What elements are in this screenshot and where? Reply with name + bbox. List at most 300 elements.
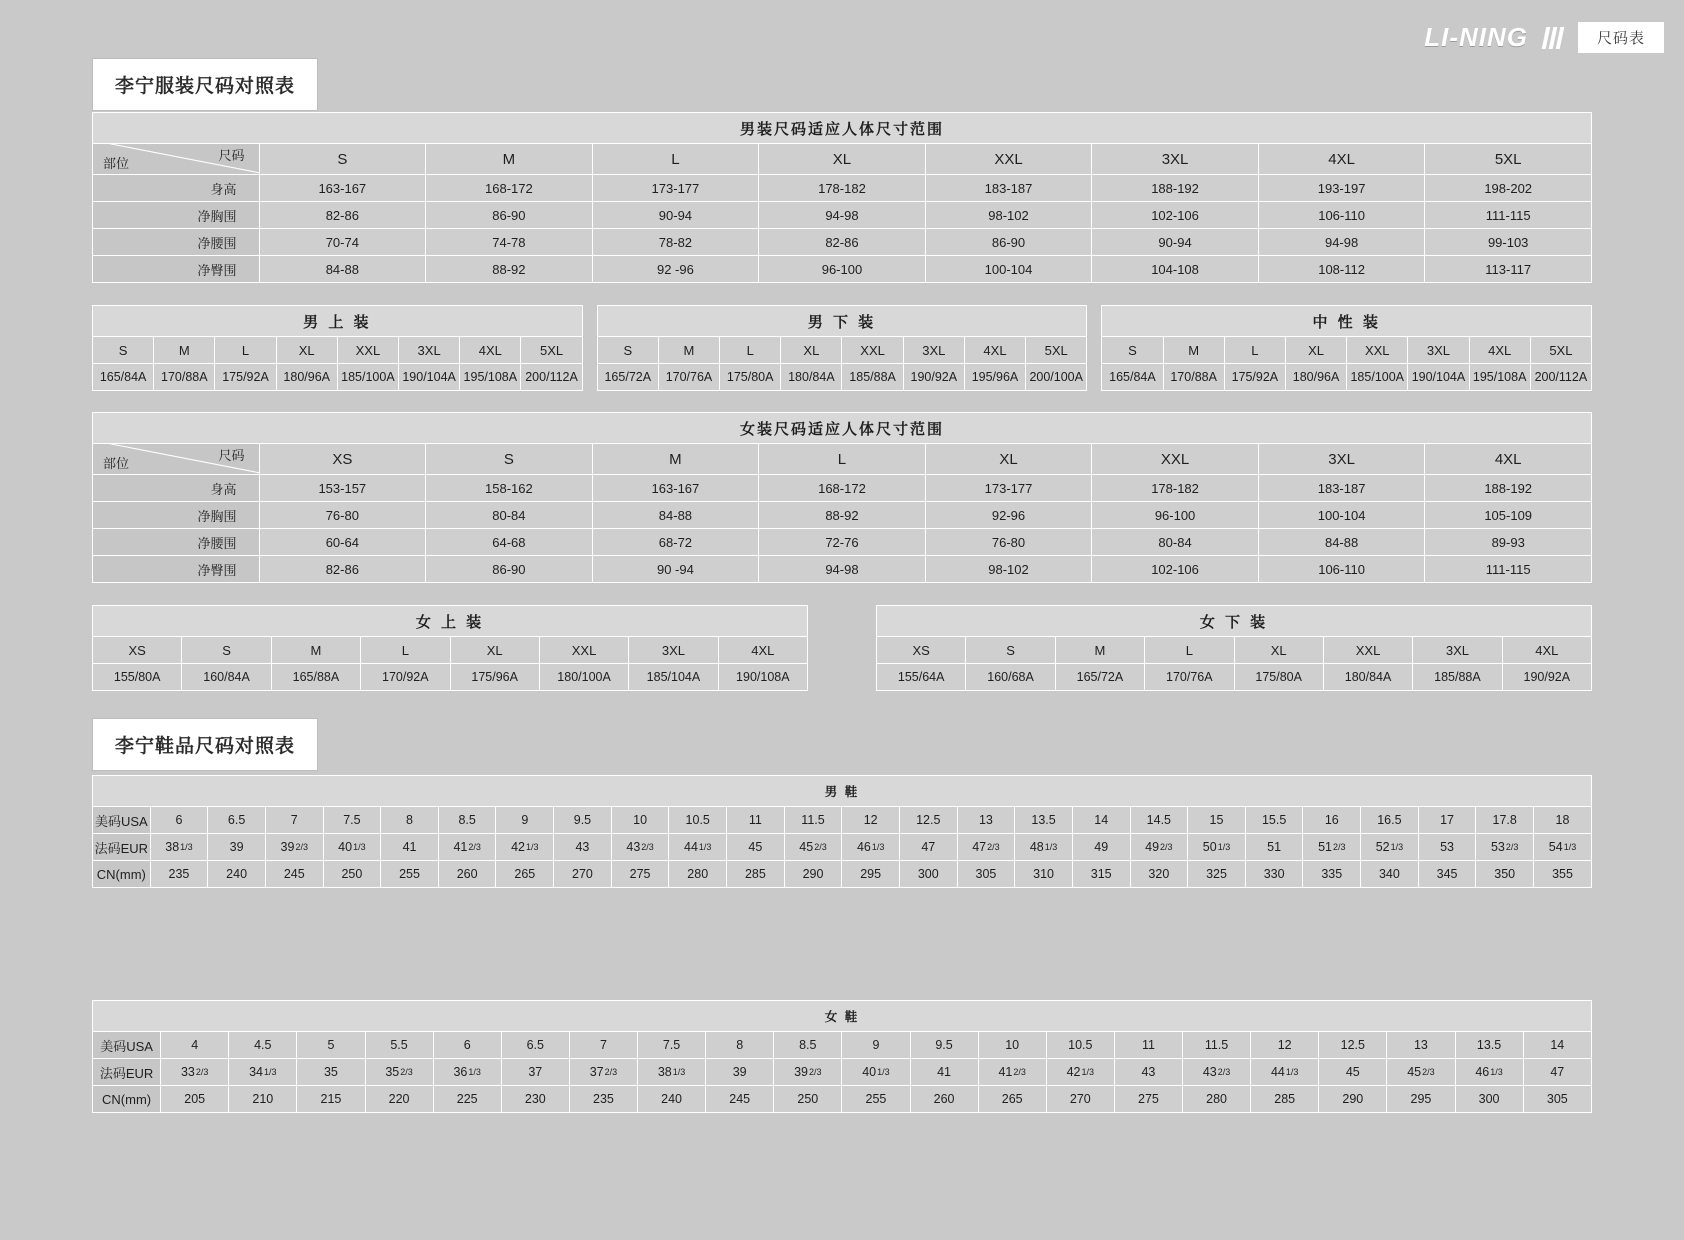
cell: 165/72A: [1055, 664, 1144, 691]
cell: 99-103: [1425, 229, 1592, 256]
col-header: 3XL: [903, 337, 964, 364]
women-shoe-block: [92, 1000, 1592, 1113]
cell: $52^{1/3}$: [1361, 834, 1419, 861]
cell: $39^{2/3}$: [265, 834, 323, 861]
cell: 92-96: [925, 502, 1092, 529]
corner-size-label: 尺码: [218, 148, 245, 163]
cell: 190/104A: [1408, 364, 1469, 391]
cell: 275: [1114, 1086, 1182, 1113]
cell: 41: [910, 1059, 978, 1086]
cell: 15.5: [1245, 807, 1303, 834]
cell: 76-80: [259, 502, 426, 529]
cell: 215: [297, 1086, 365, 1113]
cell: 88-92: [759, 502, 926, 529]
row-label: 净臀围: [93, 556, 260, 583]
col-header: S: [259, 144, 426, 175]
cell: 325: [1188, 861, 1246, 888]
cell: 12: [1251, 1032, 1319, 1059]
table-row: [93, 475, 1592, 502]
cell: 9.5: [910, 1032, 978, 1059]
col-header: S: [182, 637, 271, 664]
cell: 350: [1476, 861, 1534, 888]
cell: $46^{1/3}$: [842, 834, 900, 861]
cell: 16.5: [1361, 807, 1419, 834]
cell: 165/84A: [93, 364, 154, 391]
col-header: XXL: [1323, 637, 1412, 664]
row-label: 身高: [93, 475, 260, 502]
cell: 100-104: [925, 256, 1092, 283]
table-band-title: [877, 606, 1592, 637]
row-label: 法码EUR: [93, 834, 151, 861]
cell: 195/108A: [460, 364, 521, 391]
cell: 4: [161, 1032, 229, 1059]
cell: 9: [496, 807, 554, 834]
cell: 104-108: [1092, 256, 1259, 283]
cell: 175/92A: [215, 364, 276, 391]
cell: 190/108A: [718, 664, 807, 691]
cell: 102-106: [1092, 556, 1259, 583]
col-header: XL: [781, 337, 842, 364]
cell: 175/96A: [450, 664, 539, 691]
cell: 320: [1130, 861, 1188, 888]
cell: 250: [774, 1086, 842, 1113]
col-header: 4XL: [964, 337, 1025, 364]
apparel-section-header: [92, 58, 1592, 111]
cell: 270: [554, 861, 612, 888]
men-body-title: 男装尺码适应人体尺寸范围: [93, 113, 1592, 144]
cell: 10: [611, 807, 669, 834]
table-row: [93, 861, 1592, 888]
table-row: [93, 364, 583, 391]
cell: 111-115: [1425, 202, 1592, 229]
cell: 43: [554, 834, 612, 861]
table-row: [93, 1059, 1592, 1086]
women-bottom-table-wrap: [876, 605, 1592, 691]
women-body-title: 女装尺码适应人体尺寸范围: [93, 413, 1592, 444]
cell: 84-88: [259, 256, 426, 283]
table-row: [93, 807, 1592, 834]
table-band-title: [1102, 306, 1592, 337]
brand-header: [1424, 22, 1664, 53]
cell: 180/96A: [276, 364, 337, 391]
cell: 185/88A: [842, 364, 903, 391]
cell: 200/112A: [1530, 364, 1591, 391]
col-header: S: [966, 637, 1055, 664]
cell: 86-90: [426, 556, 593, 583]
col-header: XL: [450, 637, 539, 664]
cell: 51: [1245, 834, 1303, 861]
cell: $50^{1/3}$: [1188, 834, 1246, 861]
cell: 106-110: [1258, 556, 1425, 583]
cell: 13.5: [1015, 807, 1073, 834]
col-header: S: [426, 444, 593, 475]
cell: 285: [727, 861, 785, 888]
table-row: [93, 834, 1592, 861]
col-header: XXL: [842, 337, 903, 364]
cell: 8.5: [438, 807, 496, 834]
cell: 106-110: [1258, 202, 1425, 229]
cell: 13: [1387, 1032, 1455, 1059]
apparel-title: 李宁服装尺码对照表: [92, 58, 318, 111]
men-top-title: 男 上 装: [93, 306, 583, 337]
cell: 270: [1046, 1086, 1114, 1113]
corner-part-label: 部位: [103, 156, 130, 171]
cell: 47: [899, 834, 957, 861]
cell: 305: [957, 861, 1015, 888]
table-band-title: [93, 113, 1592, 144]
cell: $38^{1/3}$: [150, 834, 208, 861]
cell: 94-98: [1258, 229, 1425, 256]
cell: 80-84: [1092, 529, 1259, 556]
men-top-table-wrap: [92, 305, 583, 391]
table-band-title: [93, 776, 1592, 807]
table-band-title: [597, 306, 1087, 337]
cell: 9: [842, 1032, 910, 1059]
col-header: XXL: [337, 337, 398, 364]
table-header-row: [1102, 337, 1592, 364]
cell: 10.5: [669, 807, 727, 834]
cell: 10.5: [1046, 1032, 1114, 1059]
col-header: M: [658, 337, 719, 364]
table-header-row: [93, 637, 808, 664]
cell: 235: [569, 1086, 637, 1113]
cell: 305: [1523, 1086, 1591, 1113]
row-label: 美码USA: [93, 1032, 161, 1059]
cell: 155/80A: [93, 664, 182, 691]
cell: 180/96A: [1285, 364, 1346, 391]
cell: 68-72: [592, 529, 759, 556]
size-chart-tag: 尺码表: [1578, 22, 1664, 53]
cell: 335: [1303, 861, 1361, 888]
cell: $42^{1/3}$: [1046, 1059, 1114, 1086]
cell: $41^{2/3}$: [438, 834, 496, 861]
cell: 195/108A: [1469, 364, 1530, 391]
cell: 14: [1523, 1032, 1591, 1059]
table-header-row: [597, 337, 1087, 364]
cell: 94-98: [759, 556, 926, 583]
cell: 108-112: [1258, 256, 1425, 283]
cell: 90-94: [1092, 229, 1259, 256]
cell: $51^{2/3}$: [1303, 834, 1361, 861]
cell: 220: [365, 1086, 433, 1113]
cell: 188-192: [1425, 475, 1592, 502]
table-row: [93, 229, 1592, 256]
cell: $33^{2/3}$: [161, 1059, 229, 1086]
col-header: M: [1055, 637, 1144, 664]
cell: $40^{1/3}$: [842, 1059, 910, 1086]
cell: 5: [297, 1032, 365, 1059]
cell: 173-177: [592, 175, 759, 202]
cell: 7: [265, 807, 323, 834]
cell: 165/72A: [597, 364, 658, 391]
table-band-title: [93, 606, 808, 637]
col-header: 4XL: [460, 337, 521, 364]
cell: 310: [1015, 861, 1073, 888]
row-label: 净胸围: [93, 202, 260, 229]
table-header-row: [93, 444, 1592, 475]
men-bottom-table: [597, 305, 1088, 391]
women-bottom-title: 女 下 装: [877, 606, 1592, 637]
col-header: 5XL: [1425, 144, 1592, 175]
cell: 6.5: [208, 807, 266, 834]
table-row: [93, 502, 1592, 529]
women-bottom-table: [876, 605, 1592, 691]
li-ning-stripes-icon: [1544, 27, 1562, 49]
col-header: L: [361, 637, 450, 664]
cell: $44^{1/3}$: [669, 834, 727, 861]
cell: 14.5: [1130, 807, 1188, 834]
cell: $42^{1/3}$: [496, 834, 554, 861]
cell: 185/104A: [629, 664, 718, 691]
col-header: 3XL: [399, 337, 460, 364]
shoes-title: 李宁鞋品尺码对照表: [92, 718, 318, 771]
col-header: XL: [1285, 337, 1346, 364]
cell: $39^{2/3}$: [774, 1059, 842, 1086]
women-body-size-block: [92, 412, 1592, 691]
cell: 88-92: [426, 256, 593, 283]
cell: 96-100: [759, 256, 926, 283]
cell: 84-88: [1258, 529, 1425, 556]
cell: 49: [1072, 834, 1130, 861]
row-label: 净腰围: [93, 529, 260, 556]
col-header: XXL: [1092, 444, 1259, 475]
col-header: M: [426, 144, 593, 175]
cell: 72-76: [759, 529, 926, 556]
cell: $47^{2/3}$: [957, 834, 1015, 861]
cell: 45: [727, 834, 785, 861]
table-header-row: [93, 337, 583, 364]
women-shoe-table: [92, 1000, 1592, 1113]
cell: 160/84A: [182, 664, 271, 691]
men-body-size-table: [92, 112, 1592, 283]
cell: 86-90: [426, 202, 593, 229]
cell: 178-182: [759, 175, 926, 202]
col-header: XL: [276, 337, 337, 364]
corner-part-label: 部位: [103, 456, 130, 471]
cell: $35^{2/3}$: [365, 1059, 433, 1086]
men-bottom-title: 男 下 装: [597, 306, 1087, 337]
cell: 180/100A: [539, 664, 628, 691]
cell: 355: [1534, 861, 1592, 888]
col-header: XXL: [1347, 337, 1408, 364]
col-header: XS: [259, 444, 426, 475]
row-label: 净胸围: [93, 502, 260, 529]
cell: 39: [706, 1059, 774, 1086]
cell: 178-182: [1092, 475, 1259, 502]
unisex-title: 中 性 装: [1102, 306, 1592, 337]
table-row: [877, 664, 1592, 691]
cell: 6: [433, 1032, 501, 1059]
men-body-size-block: [92, 112, 1592, 391]
cell: 37: [501, 1059, 569, 1086]
cell: 96-100: [1092, 502, 1259, 529]
row-label: CN(mm): [93, 1086, 161, 1113]
cell: 35: [297, 1059, 365, 1086]
cell: 6: [150, 807, 208, 834]
col-header: XXL: [539, 637, 628, 664]
cell: 7.5: [323, 807, 381, 834]
men-sub-tables: [92, 305, 1592, 391]
cell: 193-197: [1258, 175, 1425, 202]
men-shoe-block: [92, 775, 1592, 888]
cell: 260: [910, 1086, 978, 1113]
cell: 185/88A: [1413, 664, 1502, 691]
cell: $43^{2/3}$: [611, 834, 669, 861]
cell: 330: [1245, 861, 1303, 888]
col-header: S: [597, 337, 658, 364]
row-label: 身高: [93, 175, 260, 202]
men-shoe-title: 男 鞋: [93, 776, 1592, 807]
cell: 98-102: [925, 556, 1092, 583]
cell: 163-167: [592, 475, 759, 502]
cell: 17: [1418, 807, 1476, 834]
cell: 170/76A: [658, 364, 719, 391]
cell: 84-88: [592, 502, 759, 529]
col-header: L: [592, 144, 759, 175]
col-header: 3XL: [1408, 337, 1469, 364]
col-header: M: [592, 444, 759, 475]
row-label: 美码USA: [93, 807, 151, 834]
corner-size-label: 尺码: [218, 448, 245, 463]
cell: 111-115: [1425, 556, 1592, 583]
cell: 188-192: [1092, 175, 1259, 202]
cell: 14: [1072, 807, 1130, 834]
cell: 198-202: [1425, 175, 1592, 202]
cell: 105-109: [1425, 502, 1592, 529]
cell: 175/80A: [1234, 664, 1323, 691]
col-header: 4XL: [1469, 337, 1530, 364]
cell: 17.8: [1476, 807, 1534, 834]
col-header: XL: [925, 444, 1092, 475]
col-header: XL: [1234, 637, 1323, 664]
col-header: L: [1145, 637, 1234, 664]
cell: 168-172: [426, 175, 593, 202]
col-header: M: [1163, 337, 1224, 364]
cell: 200/100A: [1026, 364, 1087, 391]
cell: 345: [1418, 861, 1476, 888]
cell: 285: [1251, 1086, 1319, 1113]
cell: 205: [161, 1086, 229, 1113]
table-row: [93, 202, 1592, 229]
cell: 11.5: [784, 807, 842, 834]
corner-cell: [93, 444, 260, 475]
cell: 12.5: [1319, 1032, 1387, 1059]
cell: 225: [433, 1086, 501, 1113]
cell: 78-82: [592, 229, 759, 256]
cell: 39: [208, 834, 266, 861]
cell: 5.5: [365, 1032, 433, 1059]
col-header: 4XL: [1502, 637, 1591, 664]
cell: 92 -96: [592, 256, 759, 283]
cell: 8: [706, 1032, 774, 1059]
cell: 113-117: [1425, 256, 1592, 283]
cell: 76-80: [925, 529, 1092, 556]
cell: 80-84: [426, 502, 593, 529]
cell: 10: [978, 1032, 1046, 1059]
table-band-title: [93, 306, 583, 337]
cell: 170/88A: [1163, 364, 1224, 391]
col-header: 5XL: [521, 337, 582, 364]
table-row: [93, 1086, 1592, 1113]
cell: 190/92A: [903, 364, 964, 391]
men-top-table: [92, 305, 583, 391]
cell: 60-64: [259, 529, 426, 556]
cell: $36^{1/3}$: [433, 1059, 501, 1086]
col-header: XS: [877, 637, 966, 664]
col-header: 5XL: [1530, 337, 1591, 364]
cell: 280: [669, 861, 727, 888]
col-header: 3XL: [629, 637, 718, 664]
cell: 90-94: [592, 202, 759, 229]
cell: 7.5: [638, 1032, 706, 1059]
cell: $45^{2/3}$: [1387, 1059, 1455, 1086]
cell: 300: [1455, 1086, 1523, 1113]
table-header-row: [877, 637, 1592, 664]
cell: 74-78: [426, 229, 593, 256]
table-band-title: [93, 413, 1592, 444]
cell: $41^{2/3}$: [978, 1059, 1046, 1086]
cell: 195/96A: [964, 364, 1025, 391]
cell: 89-93: [1425, 529, 1592, 556]
cell: 170/88A: [154, 364, 215, 391]
row-label: 净臀围: [93, 256, 260, 283]
row-label: 法码EUR: [93, 1059, 161, 1086]
table-row: [93, 175, 1592, 202]
cell: 4.5: [229, 1032, 297, 1059]
cell: $43^{2/3}$: [1183, 1059, 1251, 1086]
cell: 170/76A: [1145, 664, 1234, 691]
table-row: [93, 556, 1592, 583]
cell: 160/68A: [966, 664, 1055, 691]
cell: 90 -94: [592, 556, 759, 583]
cell: $44^{1/3}$: [1251, 1059, 1319, 1086]
cell: 165/84A: [1102, 364, 1163, 391]
col-header: XL: [759, 144, 926, 175]
cell: 265: [496, 861, 554, 888]
cell: 12.5: [899, 807, 957, 834]
cell: 7: [569, 1032, 637, 1059]
cell: 94-98: [759, 202, 926, 229]
cell: 70-74: [259, 229, 426, 256]
women-body-size-table: [92, 412, 1592, 583]
cell: $45^{2/3}$: [784, 834, 842, 861]
cell: 190/92A: [1502, 664, 1591, 691]
col-header: L: [720, 337, 781, 364]
cell: 183-187: [925, 175, 1092, 202]
cell: 165/88A: [271, 664, 360, 691]
cell: 180/84A: [781, 364, 842, 391]
cell: 230: [501, 1086, 569, 1113]
table-row: [93, 1032, 1592, 1059]
cell: 265: [978, 1086, 1046, 1113]
table-row: [1102, 364, 1592, 391]
women-sub-tables: [92, 605, 1592, 691]
cell: 290: [784, 861, 842, 888]
cell: 260: [438, 861, 496, 888]
row-label: CN(mm): [93, 861, 151, 888]
cell: 6.5: [501, 1032, 569, 1059]
col-header: 3XL: [1413, 637, 1502, 664]
cell: 153-157: [259, 475, 426, 502]
table-row: [597, 364, 1087, 391]
cell: 100-104: [1258, 502, 1425, 529]
cell: 11: [727, 807, 785, 834]
cell: 8.5: [774, 1032, 842, 1059]
col-header: L: [759, 444, 926, 475]
cell: 200/112A: [521, 364, 582, 391]
cell: 295: [842, 861, 900, 888]
col-header: L: [1224, 337, 1285, 364]
